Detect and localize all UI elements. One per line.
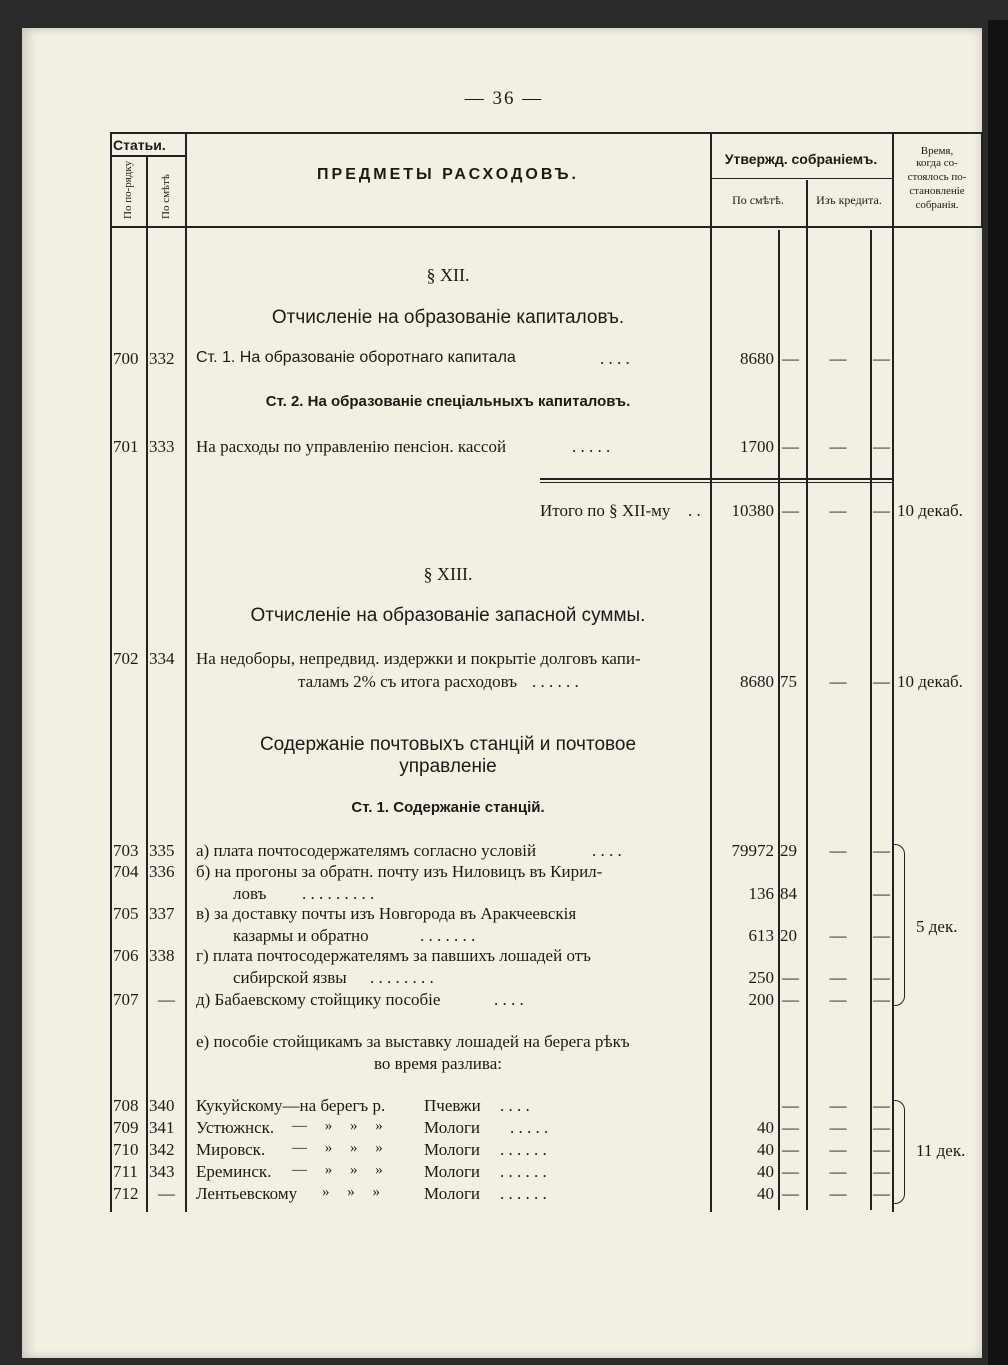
row-711-kop: — <box>782 1162 799 1181</box>
row-712-amount: 40 <box>757 1184 774 1203</box>
row-710-mark: — » » » <box>292 1140 383 1156</box>
col-amount-left <box>710 132 712 1212</box>
col-poryadku <box>146 155 148 1212</box>
row-710-credit2: — <box>873 1140 890 1159</box>
row-709-credit: — <box>829 1118 847 1137</box>
header-po-smete-col: По смѣтѣ. <box>732 193 784 207</box>
row-712-who: Лентьевскому <box>196 1184 298 1203</box>
row-705-kop: 20 <box>780 926 797 945</box>
section-13-heading: § XIII. <box>423 564 473 584</box>
row-710-credit: — <box>829 1140 847 1159</box>
row-701-kop: — <box>782 437 799 456</box>
header-po-smete: По смѣтѣ <box>160 174 172 219</box>
row-711-n: 711 <box>113 1162 138 1181</box>
row-707-dots: . . . . <box>494 990 524 1009</box>
row-711-mark: — » » » <box>292 1162 383 1178</box>
row-702-amount: 8680 <box>740 672 774 691</box>
row-703-amount: 79972 <box>731 841 774 860</box>
row-702-credit: — <box>829 672 847 691</box>
row-707-credit2: — <box>873 990 890 1009</box>
row-710-kop: — <box>782 1140 799 1159</box>
row-711-amount: 40 <box>757 1162 774 1181</box>
row-703-n: 703 <box>113 841 139 860</box>
row-706-dots: . . . . . . . . <box>370 968 434 987</box>
header-title: ПРЕДМЕТЫ РАСХОДОВЪ. <box>317 166 579 183</box>
section-12-heading: § XII. <box>426 265 470 285</box>
row-702-n: 702 <box>113 649 139 668</box>
row-703-dots: . . . . <box>592 841 622 860</box>
row-708-kop: — <box>782 1096 799 1115</box>
row-706-kop: — <box>782 968 799 987</box>
row-704-credit2: — <box>873 884 890 903</box>
row-712-dots: . . . . . . <box>500 1184 547 1203</box>
row-700-credit2: — <box>873 349 890 368</box>
row-703-credit: — <box>829 841 847 860</box>
row-709-credit2: — <box>873 1118 890 1137</box>
page-number: — 36 — <box>464 88 544 109</box>
header-split-rule <box>110 155 185 157</box>
row-707-credit: — <box>829 990 847 1009</box>
postal-heading-1: Содержаніе почтовыхъ станцій и почтовое <box>259 734 637 755</box>
row-706-amount: 250 <box>748 968 774 987</box>
row-704-kop: 84 <box>780 884 797 903</box>
row-700-n: 700 <box>113 349 139 368</box>
section-12-total-credit: — <box>829 501 847 520</box>
row-707-n: 707 <box>113 990 139 1009</box>
row-701-n: 701 <box>113 437 139 456</box>
row-711-who: Ереминск. <box>196 1162 272 1181</box>
section-12-subheading: Отчисленіе на образованіе капиталовъ. <box>271 307 625 328</box>
row-709-s: 341 <box>149 1118 175 1137</box>
row-708-n: 708 <box>113 1096 139 1115</box>
row-701-text: На расходы по управленію пенсіон. кассой <box>196 437 507 456</box>
row-704-s: 336 <box>149 862 175 881</box>
header-bottom-rule <box>110 226 982 228</box>
row-702-s: 334 <box>149 649 175 668</box>
col-left <box>110 132 112 1212</box>
row-711-credit2: — <box>873 1162 890 1181</box>
row-705-text: в) за доставку почты изъ Новгорода въ Аракчеевскія <box>196 904 577 923</box>
row-701-amount: 1700 <box>740 437 774 456</box>
row-708-river: Пчевжи <box>424 1096 481 1115</box>
row-712-kop: — <box>782 1184 799 1203</box>
row-705-credit2: — <box>873 926 890 945</box>
row-708-credit2: — <box>873 1096 890 1115</box>
row-712-n: 712 <box>113 1184 139 1203</box>
col-smete <box>185 132 187 1212</box>
row-703-kop: 29 <box>780 841 797 860</box>
header-vremya-2: когда со- <box>916 157 958 169</box>
header-vremya-1: Время, <box>920 145 954 157</box>
col-credit <box>806 180 808 1210</box>
row-705-credit: — <box>829 926 847 945</box>
row-703-text: а) плата почтосодержателямъ согласно условій <box>196 841 537 860</box>
row-709-mark: — » » » <box>292 1118 383 1134</box>
row-700-s: 332 <box>149 349 175 368</box>
row-702-kop: 75 <box>780 672 797 691</box>
row-707-s: — <box>158 990 175 1009</box>
row-704-text-2: ловъ <box>233 884 267 903</box>
header-iz-kredita: Изъ кредита. <box>816 193 882 207</box>
section-12-total-kop: — <box>782 501 799 520</box>
row-706-text-2: сибирской язвы <box>233 968 347 987</box>
postal-date-1: 5 дек. <box>916 917 958 936</box>
postal-st1: Ст. 1. Содержаніе станцій. <box>351 799 545 816</box>
row-704-text: б) на прогоны за обратн. почту изъ Ниловицъ въ Кирил- <box>196 862 603 881</box>
header-vremya-3: стоялось по- <box>907 171 967 183</box>
section-12-total-amount: 10380 <box>731 501 774 520</box>
total-rule-2 <box>540 482 892 483</box>
row-710-who: Мировск. <box>196 1140 266 1159</box>
row-711-river: Мологи <box>424 1162 481 1181</box>
row-705-s: 337 <box>149 904 175 923</box>
scan-edge <box>988 20 1008 1365</box>
row-700-text: Ст. 1. На образованіе оборотнаго капитала <box>196 349 516 366</box>
row-710-n: 710 <box>113 1140 139 1159</box>
section-12-total-date: 10 декаб. <box>897 501 963 520</box>
row-704-dots: . . . . . . . . . <box>302 884 375 903</box>
row-710-dots: . . . . . . <box>500 1140 547 1159</box>
row-709-dots: . . . . . <box>510 1118 549 1137</box>
row-712-credit: — <box>829 1184 847 1203</box>
row-710-s: 342 <box>149 1140 175 1159</box>
row-709-n: 709 <box>113 1118 139 1137</box>
row-710-river: Мологи <box>424 1140 481 1159</box>
section-13-subheading: Отчисленіе на образованіе запасной суммы. <box>250 605 646 626</box>
row-708-dots: . . . . <box>500 1096 530 1115</box>
row-705-amount: 613 <box>748 926 774 945</box>
row-705-dots: . . . . . . . <box>420 926 476 945</box>
row-703-credit2: — <box>873 841 890 860</box>
row-706-text: г) плата почтосодержателямъ за павшихъ лошадей отъ <box>196 946 591 965</box>
row-700-dots: . . . . <box>600 349 630 368</box>
row-702-credit2: — <box>873 672 890 691</box>
header-po-poryadku: По по-рядку <box>122 160 134 219</box>
row-707-text: д) Бабаевскому стойщику пособіе <box>196 990 441 1009</box>
row-701-s: 333 <box>149 437 175 456</box>
row-712-river: Мологи <box>424 1184 481 1203</box>
bracket-1 <box>892 844 905 1006</box>
row-708-credit: — <box>829 1096 847 1115</box>
row-709-kop: — <box>782 1118 799 1137</box>
postal-note-2: во время разлива: <box>374 1054 502 1073</box>
row-710-amount: 40 <box>757 1140 774 1159</box>
postal-note-1: е) пособіе стойщикамъ за выставку лошадей на берега рѣкъ <box>196 1032 630 1051</box>
row-701-credit2: — <box>873 437 890 456</box>
section-12-total-dots: . . <box>688 501 701 520</box>
row-702-line1: На недоборы, непредвид. издержки и покрытіе долговъ капи- <box>196 649 641 668</box>
row-706-credit2: — <box>873 968 890 987</box>
row-707-kop: — <box>782 990 799 1009</box>
row-703-s: 335 <box>149 841 175 860</box>
total-rule <box>540 478 892 480</box>
row-711-dots: . . . . . . <box>500 1162 547 1181</box>
col-kop <box>778 230 780 1210</box>
row-708-s: 340 <box>149 1096 175 1115</box>
row-701-dots: . . . . . <box>572 437 611 456</box>
row-709-river: Мологи <box>424 1118 481 1137</box>
row-702-line2: таламъ 2% съ итога расходовъ <box>298 672 517 691</box>
row-712-s: — <box>158 1184 175 1203</box>
postal-heading-2: управленіе <box>399 756 497 777</box>
row-702-dots: . . . . . . <box>532 672 579 691</box>
row-702-date: 10 декаб. <box>897 672 963 691</box>
row-705-n: 705 <box>113 904 139 923</box>
bracket-2 <box>892 1100 905 1204</box>
col-credit-kop <box>870 230 872 1210</box>
section-12-st2: Ст. 2. На образованіе спеціальныхъ капиталовъ. <box>265 393 631 410</box>
row-706-n: 706 <box>113 946 139 965</box>
row-705-text-2: казармы и обратно <box>233 926 369 945</box>
header-vremya-4: становленіе <box>909 185 965 197</box>
section-12-total-label: Итого по § XII-му <box>540 501 671 520</box>
row-712-mark: » » » <box>322 1184 380 1200</box>
row-712-credit2: — <box>873 1184 890 1203</box>
row-706-credit: — <box>829 968 847 987</box>
row-711-s: 343 <box>149 1162 175 1181</box>
row-709-amount: 40 <box>757 1118 774 1137</box>
header-utverzhd: Утвержд. собраніемъ. <box>724 151 878 167</box>
postal-date-2: 11 дек. <box>916 1141 966 1160</box>
row-706-s: 338 <box>149 946 175 965</box>
header-vremya-5: собранія. <box>915 199 959 211</box>
section-12-total-credit2: — <box>873 501 890 520</box>
row-711-credit: — <box>829 1162 847 1181</box>
col-date <box>892 132 894 1212</box>
row-707-amount: 200 <box>748 990 774 1009</box>
row-708-who: Кукуйскому—на берегъ р. <box>196 1096 386 1115</box>
header-statyi: Статьи. <box>113 137 166 153</box>
row-700-amount: 8680 <box>740 349 774 368</box>
row-709-who: Устюжнск. <box>196 1118 275 1137</box>
table-top-rule <box>110 132 982 134</box>
row-704-amount: 136 <box>748 884 774 903</box>
row-704-n: 704 <box>113 862 139 881</box>
row-701-credit: — <box>829 437 847 456</box>
row-700-kop: — <box>782 349 799 368</box>
row-700-credit: — <box>829 349 847 368</box>
header-split-rule-2 <box>710 178 892 179</box>
